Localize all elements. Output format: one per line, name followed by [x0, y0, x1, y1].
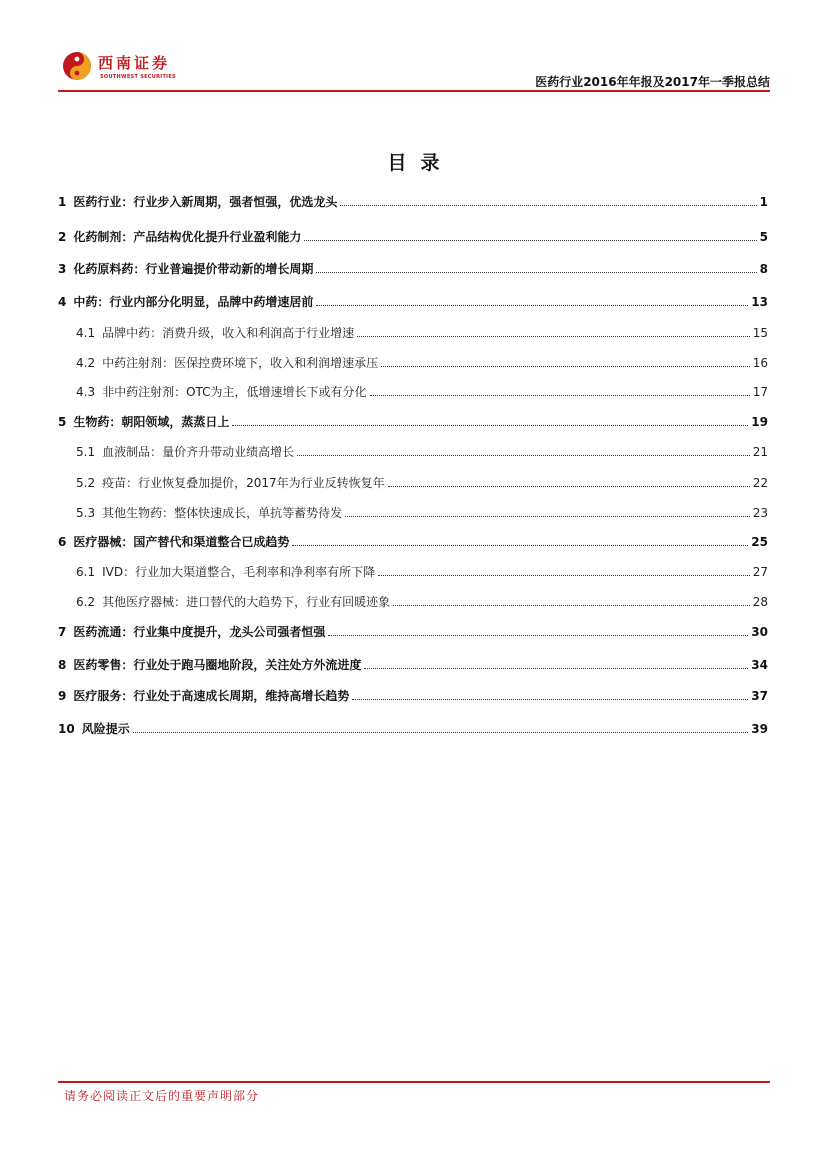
toc-dot-leader	[133, 731, 749, 733]
toc-entry-title: 风险提示	[81, 722, 130, 736]
toc-entry-page: 37	[751, 689, 768, 703]
toc-dot-leader	[297, 454, 750, 456]
toc-dot-leader	[378, 574, 750, 576]
toc-dot-leader	[370, 394, 750, 396]
toc-entry[interactable]	[58, 349, 768, 371]
toc-entry-page: 30	[751, 625, 768, 639]
toc-entry-title: 生物药：朝阳领域，蒸蒸日上	[73, 415, 230, 429]
logo-emblem-icon	[62, 51, 92, 81]
toc-entry[interactable]	[58, 715, 768, 737]
toc-entry-title: 疫苗：行业恢复叠加提价，2017年为行业反转恢复年	[102, 476, 385, 490]
toc-entry-title: 化药制剂：产品结构优化提升行业盈利能力	[73, 230, 302, 244]
footer-divider	[58, 1081, 770, 1083]
toc-entry-title: IVD：行业加大渠道整合，毛利率和净利率有所下降	[102, 565, 376, 579]
header-divider	[58, 90, 770, 92]
logo-chinese-name: 西南证券	[98, 54, 171, 72]
toc-dot-leader	[316, 271, 756, 273]
toc-entry-title: 血液制品：量价齐升带动业绩高增长	[102, 445, 295, 459]
toc-entry[interactable]	[58, 408, 768, 430]
toc-entry-number: 7	[58, 625, 67, 639]
toc-entry[interactable]	[58, 223, 768, 245]
footer-disclaimer: 请务必阅读正文后的重要声明部分	[64, 1089, 260, 1103]
toc-entry[interactable]	[58, 288, 768, 310]
toc-entry[interactable]	[58, 558, 768, 580]
toc-entry-page: 23	[752, 506, 768, 520]
toc-entry-number: 4.2	[76, 356, 96, 370]
toc-entry-title: 医疗服务：行业处于高速成长周期，维持高增长趋势	[73, 689, 350, 703]
toc-dot-leader	[340, 204, 756, 206]
toc-dot-leader	[316, 304, 748, 306]
toc-entry[interactable]	[58, 188, 768, 210]
toc-entry-title: 化药原料药：行业普遍提价带动新的增长周期	[73, 262, 314, 276]
toc-entry-number: 5	[58, 415, 67, 429]
toc-entry-number: 3	[58, 262, 67, 276]
toc-entry[interactable]	[58, 682, 768, 704]
report-title: 医药行业2016年年报及2017年一季报总结	[535, 75, 770, 89]
toc-entry-number: 6	[58, 535, 67, 549]
toc-entry[interactable]	[58, 378, 768, 400]
toc-entry-number: 9	[58, 689, 67, 703]
toc-entry-page: 1	[759, 195, 768, 209]
toc-entry-title: 中药：行业内部分化明显，品牌中药增速居前	[73, 295, 314, 309]
toc-entry-page: 16	[752, 356, 768, 370]
toc-entry[interactable]	[58, 469, 768, 491]
toc-entry-page: 22	[752, 476, 768, 490]
toc-entry-number: 6.2	[76, 595, 96, 609]
toc-entry-page: 27	[752, 565, 768, 579]
toc-entry-page: 19	[751, 415, 768, 429]
toc-entry-title: 中药注射剂：医保控费环境下，收入和利润增速承压	[102, 356, 379, 370]
toc-dot-leader	[304, 239, 756, 241]
toc-entry-number: 2	[58, 230, 67, 244]
toc-dot-leader	[364, 667, 748, 669]
toc-dot-leader	[381, 365, 750, 367]
toc-entry-title: 医药零售：行业处于跑马圈地阶段，关注处方外流进度	[73, 658, 362, 672]
toc-heading: 目录	[387, 152, 454, 174]
toc-entry-number: 10	[58, 722, 75, 736]
page-header	[58, 48, 770, 92]
toc-entry[interactable]	[58, 438, 768, 460]
toc-entry-number: 4.3	[76, 385, 96, 399]
toc-dot-leader	[232, 424, 748, 426]
toc-entry-number: 5.2	[76, 476, 96, 490]
toc-entry-page: 34	[751, 658, 768, 672]
toc-entry-title: 医疗器械：国产替代和渠道整合已成趋势	[73, 535, 290, 549]
toc-entry-title: 医药行业：行业步入新周期，强者恒强，优选龙头	[73, 195, 338, 209]
toc-entry-page: 21	[752, 445, 768, 459]
toc-dot-leader	[345, 515, 750, 517]
toc-entry-title: 其他生物药：整体快速成长，单抗等蓄势待发	[102, 506, 343, 520]
toc-entry-title: 非中药注射剂：OTC为主，低增速增长下或有分化	[102, 385, 367, 399]
toc-entry[interactable]	[58, 651, 768, 673]
toc-entry[interactable]	[58, 528, 768, 550]
toc-entry[interactable]	[58, 319, 768, 341]
toc-entry-title: 品牌中药：消费升级，收入和利润高于行业增速	[102, 326, 355, 340]
toc-dot-leader	[352, 698, 748, 700]
toc-dot-leader	[393, 604, 750, 606]
toc-entry-number: 4.1	[76, 326, 96, 340]
company-logo	[62, 48, 212, 88]
toc-dot-leader	[292, 544, 748, 546]
toc-entry-number: 1	[58, 195, 67, 209]
toc-entry-number: 8	[58, 658, 67, 672]
toc-entry-number: 4	[58, 295, 67, 309]
toc-entry-page: 8	[759, 262, 768, 276]
toc-entry-page: 5	[759, 230, 768, 244]
toc-entry-title: 其他医疗器械：进口替代的大趋势下，行业有回暖迹象	[102, 595, 391, 609]
toc-entry[interactable]	[58, 588, 768, 610]
toc-dot-leader	[388, 485, 750, 487]
toc-entry-page: 28	[752, 595, 768, 609]
toc-entry-page: 39	[751, 722, 768, 736]
toc-entry-number: 5.1	[76, 445, 96, 459]
toc-entry[interactable]	[58, 255, 768, 277]
toc-dot-leader	[328, 634, 748, 636]
toc-entry[interactable]	[58, 499, 768, 521]
toc-entry[interactable]	[58, 618, 768, 640]
toc-entry-number: 6.1	[76, 565, 96, 579]
toc-entry-page: 13	[751, 295, 768, 309]
toc-entry-page: 15	[752, 326, 768, 340]
logo-english-name: SOUTHWEST SECURITIES	[100, 74, 176, 80]
toc-dot-leader	[357, 335, 750, 337]
toc-entry-number: 5.3	[76, 506, 96, 520]
toc-entry-page: 17	[752, 385, 768, 399]
toc-entry-page: 25	[751, 535, 768, 549]
toc-entry-title: 医药流通：行业集中度提升，龙头公司强者恒强	[73, 625, 326, 639]
